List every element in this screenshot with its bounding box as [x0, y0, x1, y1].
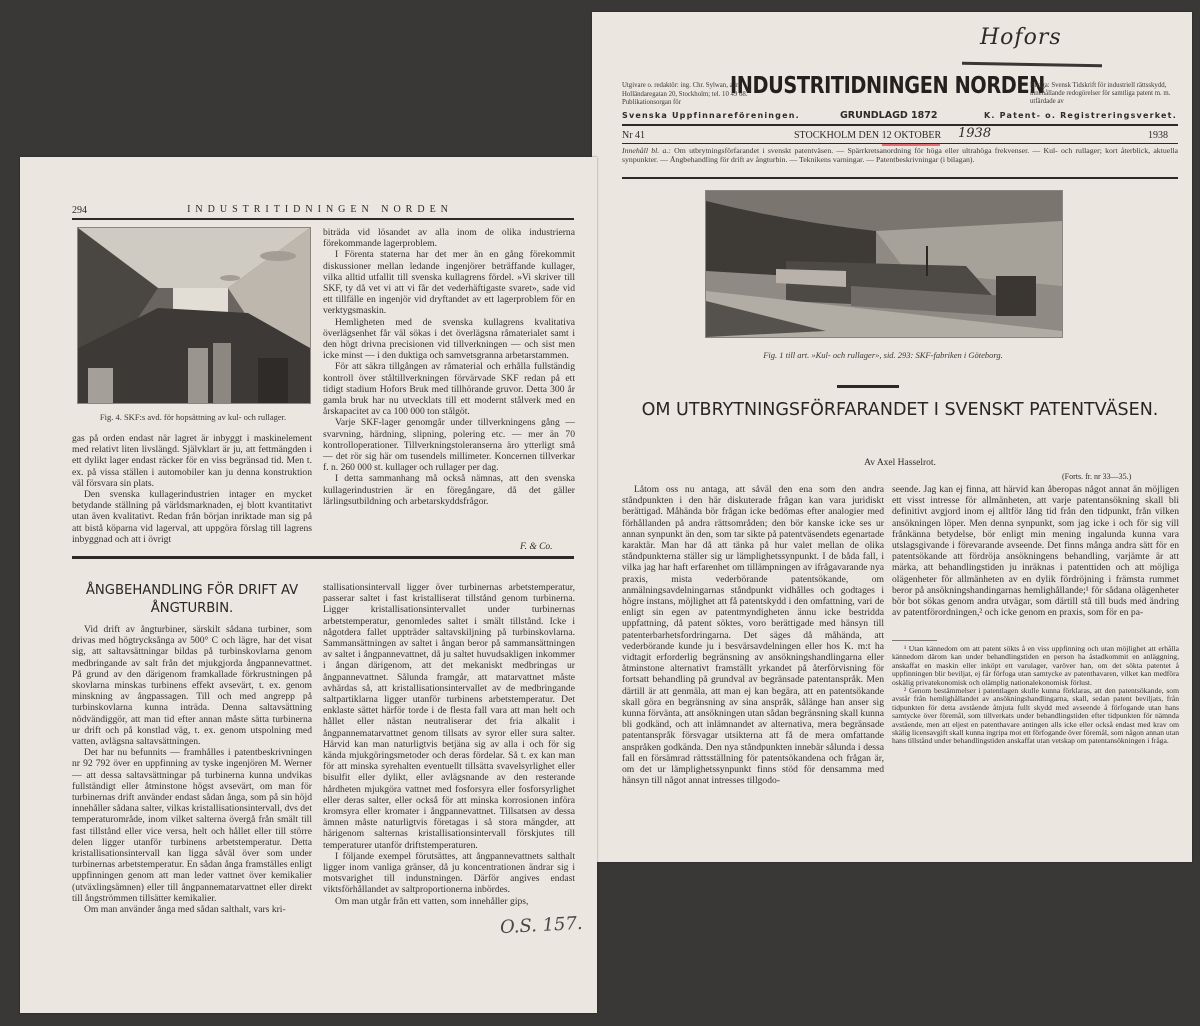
masthead-title: INDUSTRITIDNINGEN NORDEN: [730, 73, 1045, 99]
article1-column-2: [323, 227, 575, 507]
paragraph: Den svenska kullagerindustrien intager en mycket betydande ställning på världsmarknaden, ej blott kvantitativt utan även kvalitativt. Redan från början inriktade man sig på att bistå köparna vid lagerval, att uppgöra förslag till lagrens inbyggnad och att i övrigt: [72, 489, 312, 545]
dateline-rule: [622, 143, 1178, 144]
paragraph: I Förenta staterna har det mer än en gång förekommit diskussioner mellan ledande ingenjörer beträffande kullager, vilka alltid utfallit till svenska kullagrens fördel. »Vi skriver till SKF, ty då vet vi att vi får det vederhäftigaste svaret», sade vid ett tillfälle en ingenjör vid dryftandet av ett lagerproblem för en verktygsmaskin.: [323, 249, 575, 317]
founded-line: GRUNDLAGD 1872: [840, 110, 938, 121]
figure-caption: Fig. 1 till art. »Kul- och rullager», sid. 293: SKF-fabriken i Göteborg.: [763, 350, 1003, 360]
masthead-rule: [622, 124, 1178, 126]
contents-text: Om utbrytningsförfarandet i svenskt patentväsen. — Spärrkretsanordning för höga eller ultrahöga frekvenser. — Kul- och rullager; kort återblick, aktuella synpunkter. — Ångbehandling för drift av ångturbin. — Teknikens varningar. — Patentbeskrivningar (i bilagan).: [622, 146, 1179, 165]
footnotes: [892, 645, 1179, 746]
continued-note: (Forts. fr. nr 33—35.): [1062, 472, 1132, 481]
contents-rule: [622, 177, 1178, 179]
paragraph: Om man använder ånga med sådan salthalt, vars kri-: [84, 904, 286, 916]
paragraph: Hemligheten med de svenska kullagrens kvalitativa överlägsenhet får väl sökas i det överlägsna råmaterialet samt i den högt drivna precisionen vid tillverkningen — och sist men icke minst — i den duktiga och samvetsgranna arbetarstammen.: [323, 316, 575, 362]
contents-summary: [622, 146, 1178, 164]
paragraph: Om man utgår från ett vatten, som innehåller gips,: [335, 895, 529, 907]
article-column-1: [622, 484, 884, 786]
registry-line: K. Patent- o. Registreringsverket.: [984, 111, 1177, 120]
assembly-hall-photo: [77, 227, 311, 404]
paragraph: seende. Jag kan ej finna, att härvid kan åberopas något annat än möjligen ett visst intresse för allmänheten, att varje patentansökning skall bli definitivt avgjord inom ej alltför lång tid från den tidpunkt, från vilken ansökningen löper. Men denna synpunkt, som jag icke i och för sig vill frånkänna betydelse, bör enligt min mening ingalunda kunna vara utslagsgivande i förevarande avseende. Det finns många andra sätt för en patentsökande att fördröja ansökningens behandling, varjämte är att märka, att behandlingstiden ju inräknas i patenttiden och att möjliga olägenheter för allmänheten av en dylik fördröjning i främsta rummet beror på ansökningshandingarnas hemlighållande;¹ för sådana olägenheter bör bot sökas genom andra utvägar, som därtill stå till buds med ändring av patentförordningen,² och icke genom en praxis, som för en pa-: [892, 484, 1179, 619]
figure-caption: Fig. 4. SKF:s avd. för hopsättning av kul- och rullager.: [99, 412, 287, 422]
article-column-2: [892, 484, 1179, 618]
article1-column-1: [72, 433, 312, 545]
article-signature: F. & Co.: [520, 542, 553, 552]
article2-column-1: [72, 624, 312, 915]
issue-number: Nr 41: [622, 130, 646, 141]
footnote-2: ² Genom bestämmelser i patentlagen skulle kunna förklaras, att den patentsökande, som avstår från hemlighållandet av ansökningshandlingarna, skall, sedan patent beviljats, från tidpunkten för detta avstående åtnjuta fullt skydd med avseende å förfogande utan hans samtycke över föremål, som tillverkats under behandlingstiden efter tidpunkten för nämnda avstående, men att eljest en patenthavare antingen alls icke eller också endast med krav om skälig licensavgift skall kunna ingripa mot ett förfogande över föremål, som någon annan utan hans tillstånd under behandlingstiden anskaffat utan vetskap om patentansökningen i fråga.: [892, 686, 1179, 746]
handwritten-note: O.S. 157.: [499, 912, 584, 939]
right-newspaper-page: [592, 12, 1192, 862]
section-divider: [837, 385, 899, 388]
paragraph: gas på orden endast när lagret är inbyggt i maskinelement med relativt liten livslängd. Självklart är ju, att fettmängden i ett dylikt lager endast räcker för en viss begränsad tid. Men t. ex. på vissa ställen i automobiler kan ju denna konstruktion väl försvara sin plats.: [72, 433, 312, 489]
paragraph: Varje SKF-lager genomgår under tillverkningens gång — svarvning, härdning, slipning, polering etc. — mer än 70 kontrolloperationer. Tillverkningstoleranserna äro ytterligt små — det rör sig här om tusendels millimeter. Koncernen tillverkar f. n. 260 000 st. kullager och rullager per dag.: [323, 417, 575, 474]
page-number: 294: [72, 205, 87, 216]
footnote-1: ¹ Utan kännedom om att patent sökts å en viss uppfinning och utan möjlighet att erhålla kännedom därom kan under behandlingstiden en person ha åstadkommit en anläggning, anskaffat en maskin eller inköpt ett varulager, varöver han, om det sökta patentet å uppfinningen blir beviljat, ej får förfoga utan samtycke av patenthavaren, vilket kan medföra oskälig privatekonomisk och olämplig nationalekonomisk förlust.: [892, 644, 1179, 687]
footnote-rule: [892, 640, 937, 641]
left-newspaper-page: [20, 157, 597, 1013]
society-name: Svenska Uppfinnareföreningen.: [622, 111, 800, 120]
factory-aerial-photo: [705, 190, 1063, 338]
dateline: STOCKHOLM DEN 12 OKTOBER: [794, 130, 942, 141]
paragraph: För att säkra tillgången av råmaterial och erhålla fullständig kontroll över ståltillverkningen förvärvade SKF redan på ett tidigt stadium Hofors Bruk med tillhörande gruvor. Detta 300 år gamla bruk har nu utvecklats till ett modernt stålverk med en årskapacitet av ca 100 000 ton stålgöt.: [323, 361, 575, 418]
paragraph: Låtom oss nu antaga, att såväl den ena som den andra ståndpunkten i den här diskuterade frågan kan vara juridiskt berättigad. Måhända bör frågan icke bedömas efter analogier med förhållanden på andra rättsområden; den bör kanske icke ses ur annan synpunkt än den, som tar sikte på patentväsendets egenartade karaktär. Man har då att tänka på hur valet mellan de olika ståndpunkterna ställer sig ur lämplighetssynpunkt. I de båda fall, i vilka jag har haft erfarenhet om tillämpningen av ifrågavarande nya praxis, mista vederbörande patentsökande, om anmälningsavdelningarnas ståndpunkt vidhålles och godtages i högre instans, möjlighet att få patentskydd i den omfattning, vari de enligt sin egen av patentmyndigheten ännu icke bestridda uppfattning, då patent söktes, voro berättigade med hänsyn till patenterbarhetsfordringarna. Det säges då måhända, att vederbörande kunde ju i besvärsavdelningen eller hos K. m:t ha vidtagit erforderlig begränsning av ansökningshandlingarna eller åtminstone alternativt framställt yrkandet på återförvisning för fortsatt behandling på grundval av begränsade patentanspråk. Men därtill är att genmäla, att man ej kan begära, att en patentsökande skall göra en begränsning av sina anspråk, sålänge han anser sig kunna förvänta, att ansökningen utan sådan begränsning skall kunna bli godkänd, och att inlämnandet av alternativa, mera begränsade patentanspråk försvagar utsikterna att få de mera omfattande anspråken godkända. Den nya ståndpunkten innebär sålunda i dessa fall en försämrad rättsställning för patentsökandena och frågan är, om det ur lämplighetssynpunkt finns stöd för densamma med hänsyn till något annat intresses tillgodo-: [622, 484, 884, 787]
paragraph: Det har nu befunnits — framhålles i patentbeskrivningen nr 92 792 över en uppfinning av tyske ingenjören M. Werner — att dessa saltavsättningar på turbinerna kunna undvikas fullständigt eller åtminstone högst avsevärt, om man för turbinernas drift använder endast sådan ånga, som på sin höjd innehåller sådana salter, vilkas kristallisationsintervall, dvs det temperaturområde, inom vilket salterna övergå från smält till fast tillstånd eller vice versa, helt och hållet eller till större delen ligger utanför turbinens arbetstemperatur. Detta kristallisationsintervall kan ligga såväl över som under turbinernas arbetstemperatur. En sådan ånga framställes enligt uppfinningen genom att man leder vattnet över kemikalier (utväxlingsämnen) eller till ångpannematarvattnet eller direkt till ångströmmen tillsätter kemikalier.: [72, 747, 312, 904]
article2-title: ÅNGBEHANDLING FÖR DRIFT AV ÅNGTURBIN.: [85, 583, 299, 616]
paragraph: biträda vid lösandet av alla inom de olika industrierna förekommande lagerproblem.: [323, 227, 575, 250]
paragraph: I detta sammanhang må också nämnas, att den svenska kullagerindustrien är en föregångare, då det gäller lärlingsutbildning och arbetarskyddsfrågor.: [323, 473, 575, 507]
handwritten-underline: [962, 62, 1102, 67]
article-author: Av Axel Hasselrot.: [864, 458, 936, 468]
supplement-info: Bilaga: Svensk Tidskrift för industriell rättsskydd, innehållande redogörelser för samtliga patent m. m. utfärdade av: [1030, 82, 1171, 106]
article-divider: [72, 556, 574, 559]
paragraph: Vid drift av ångturbiner, särskilt sådana turbiner, som drivas med högtrycksånga av 500° C och lägre, har det visat sig, att saltavsättningar bildas på turbinskovlarna genom medbringande av salt från det mjukgjorda ångpannevattnet. På grund av den därigenom framkallade förkrustningen på skovlarna minskas turbinens effekt avsevärt, t. ex. genom minskning av ångpassagen. Till och med angrepp på turbinskovlarna kunna inträda. Denna saltavsättning nödvändiggör, att man tid efter annan måste sätta turbinerna ur drift och på konstlad väg, t. ex. genom utspolning med vatten, avlägsna saltavsättningen.: [72, 624, 312, 748]
issue-year: 1938: [1148, 130, 1168, 141]
publisher-info: Utgivare o. redaktör: ing. Chr. Sylwan, adr. Holländaregatan 20, Stockholm; tel. 10 49 68. Publikationsorgan för: [622, 82, 748, 106]
handwritten-label: Hofors: [980, 25, 1062, 50]
header-rule: [72, 218, 574, 220]
article2-column-2: [323, 582, 575, 907]
contents-label: Innehåll bl. a.:: [622, 146, 671, 155]
article-title: OM UTBRYTNINGSFÖRFARANDET I SVENSKT PATENTVÄSEN.: [641, 400, 1159, 420]
paragraph: I följande exempel förutsättes, att ångpannevattnets salthalt ligger inom vanliga gränser, då ju koncentrationen ändrar sig i motsvarighet till indunstningen. Därför angives endast viktsförhållandet av saltproportionerna inbördes.: [323, 850, 575, 896]
running-head: INDUSTRITIDNINGEN NORDEN: [187, 204, 453, 215]
handwritten-year: 1938: [958, 126, 992, 141]
paragraph: stallisationsintervall ligger över turbinernas arbetstemperatur, passerar saltet i fast kristalliserat tillstånd genom turbinerna. Ligger kristallisationsintervallet under turbinernas arbetstemperatur, genomledes saltet i smält tillstånd. Icke i någotdera fallet uppträder saltavskiljning på turbinskovlarna. Sammansättningen av saltet i ångan beror på sammansättningen av saltet i ångpannevattnet, då ju saltet huvudsakligen inkommer i ångan därigenom, att det mekaniskt medbringas ur ångpannevattnet. Sålunda framgår, att matarvattnet måste avhärdas så, att kristallisationsintervallet av de medbringande saltpartiklarna ligger utanför turbinens arbetstemperatur. Det enklaste sättet härför torde i de flesta fall vara att man helt och hållet eller nästan neutraliserar det fria alkalit i ångpannematarvattnet genom tillsats av syror eller sura salter. Härvid kan man naturligtvis betjäna sig av alla i och för sig kända mjukgöringsmetoder och deras fördelar. Så t. ex kan man för att minska syrehalten eventuellt tillsätta svavelsyrlighet eller bisulfit eller dylikt, eller avlägsnande av den resterande hårdheten mjukgöra vattnet med fosforsyra eller fosforsyrlighet eller deras salter, eller också för att minska korrosionen införa kromsyra eller kromater i ångpannevattnet. Tillsatsen av dessa ämnen måste naturligtvis företagas i så stora mängder, att härigenom salternas kristallisationsintervall förskjutes till temperaturer utanför driftstemperaturen.: [323, 582, 575, 851]
